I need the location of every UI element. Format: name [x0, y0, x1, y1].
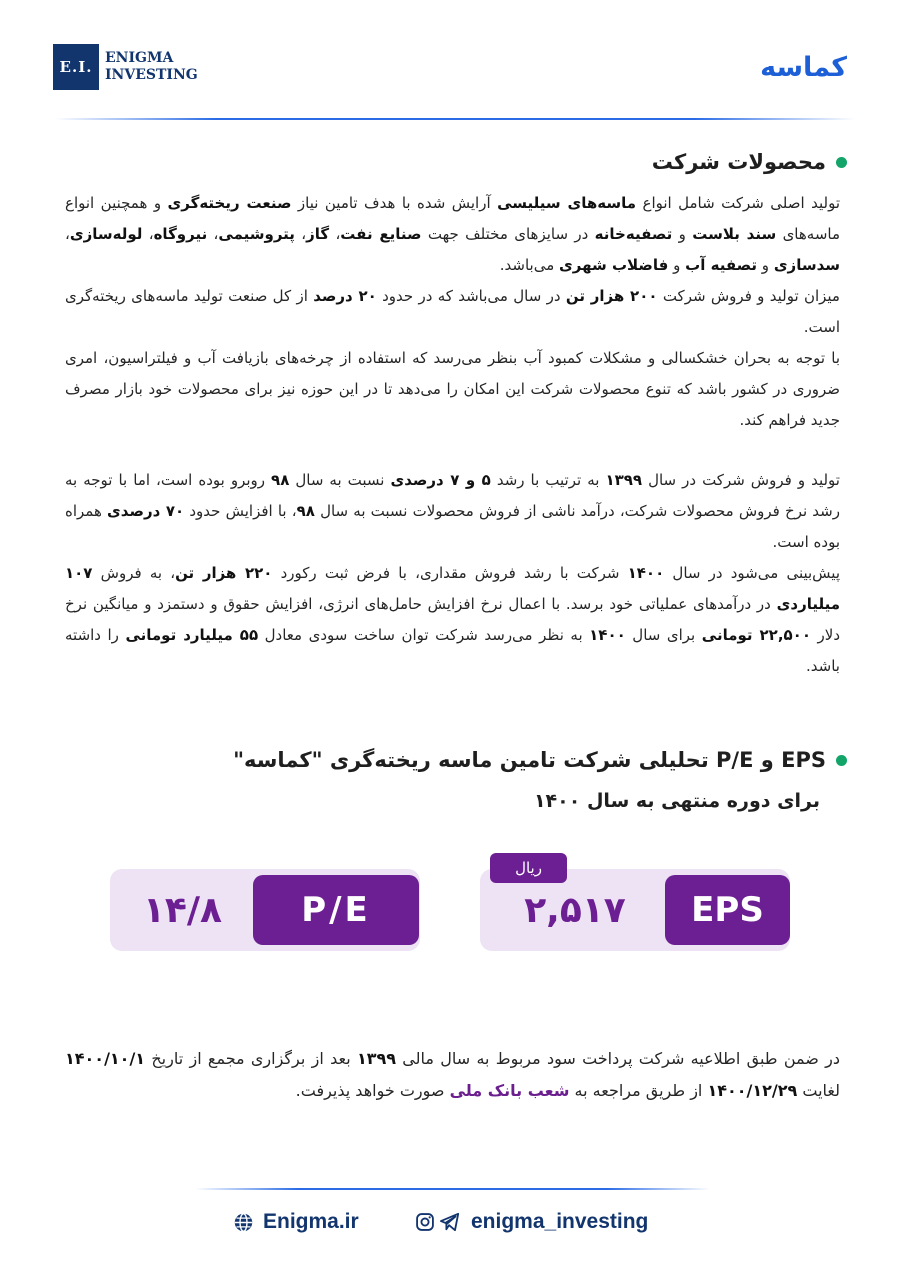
section-title-products-text: محصولات شرکت: [651, 150, 826, 174]
social-link[interactable]: [415, 1210, 648, 1234]
website-text: Enigma.ir: [263, 1210, 359, 1233]
dividend-note-paragraph: در ضمن طبق اطلاعیه شرکت پرداخت سود مربوط به سال مالی ۱۳۹۹ بعد از برگزاری مجمع از تاریخ ۱۴۰۰/۱۰/۱ لغایت ۱۴۰۰/۱۲/۲۹ از طریق مراجعه به شعب بانک ملی صورت خواهد پذیرفت.: [65, 1049, 841, 1100]
page-title: کماسه: [760, 52, 847, 83]
header-divider: [55, 118, 855, 120]
footer-divider: [195, 1188, 710, 1190]
logo-mark: E.I.: [53, 44, 99, 90]
products-paragraph: تولید اصلی شرکت شامل انواع ماسه‌های سیلیسی آرایش شده با هدف تامین نیاز صنعت ریخته‌گری و همچنین انواع ماسه‌های سند بلاست و تصفیه‌خانه در سایزهای مختلف جهت صنایع نفت، گاز، پتروشیمی، نیروگاه، لوله‌سازی، سدسازی و تصفیه آب و فاضلاب شهری می‌باشد. میزان تولید و فروش شرکت ۲۰۰ هزار تن در سال می‌باشد که در حدود ۲۰ درصد از کل صنعت تولید ماسه‌های ریخته‌گری است. با توجه به بحران خشکسالی و مشکلات کمبود آب بنظر می‌رسد که استفاده از چرخه‌های بازیافت آب و فیلتراسیون، امری ضروری در کشور باشد که تنوع محصولات شرکت این امکان را می‌دهد تا در این حوزه نیز برای محصولات خود بازار مصرف جدید فراهم کند.: [65, 194, 841, 429]
social-handle-text: enigma_investing: [471, 1210, 649, 1233]
section-title-products: [652, 150, 847, 174]
eps-label: EPS: [665, 875, 790, 945]
footer: [0, 1210, 905, 1240]
pe-label: P/E: [253, 875, 419, 945]
telegram-icon: [439, 1212, 461, 1232]
pe-value: ۱۴/۸: [142, 889, 223, 931]
section-subtitle-period: برای دوره منتهی به سال ۱۴۰۰: [533, 790, 820, 812]
sales-forecast-paragraph: تولید و فروش شرکت در سال ۱۳۹۹ به ترتیب با رشد ۵ و ۷ درصدی نسبت به سال ۹۸ روبرو بوده است، اما با توجه به رشد نرخ فروش محصولات شرکت، درآمد ناشی از فروش محصولات نسبت به سال ۹۸، با افزایش حدود ۷۰ درصدی همراه بوده است. پیش‌بینی می‌شود در سال ۱۴۰۰ شرکت با رشد فروش مقداری، با فرض ثبت رکورد ۲۲۰ هزار تن، به فروش ۱۰۷ میلیاردی در درآمدهای عملیاتی خود برسد. با اعمال نرخ افزایش حامل‌های انرژی، افزایش حقوق و دستمزد و میانگین نرخ دلار ۲۲,۵۰۰ تومانی برای سال ۱۴۰۰ به نظر می‌رسد شرکت توان ساخت سودی معادل ۵۵ میلیارد تومانی را داشته باشد.: [65, 471, 841, 675]
eps-unit-badge: ریال: [490, 853, 567, 883]
globe-icon: [233, 1212, 254, 1233]
logo-line-1: ENIGMA: [105, 50, 174, 66]
brand-logo[interactable]: [53, 44, 198, 90]
eps-value: ۲,۵۱۷: [524, 889, 626, 931]
website-link[interactable]: [233, 1210, 359, 1234]
instagram-icon: [415, 1212, 435, 1232]
section-title-eps-pe-text: EPS و P/E تحلیلی شرکت تامین ماسه ریخته‌گری "کماسه": [233, 748, 826, 772]
logo-wordmark: [105, 50, 198, 84]
logo-line-2: INVESTING: [105, 67, 198, 83]
bullet-dot-icon: [836, 755, 847, 766]
section-title-eps-pe: [233, 748, 847, 772]
bullet-dot-icon: [836, 157, 847, 168]
